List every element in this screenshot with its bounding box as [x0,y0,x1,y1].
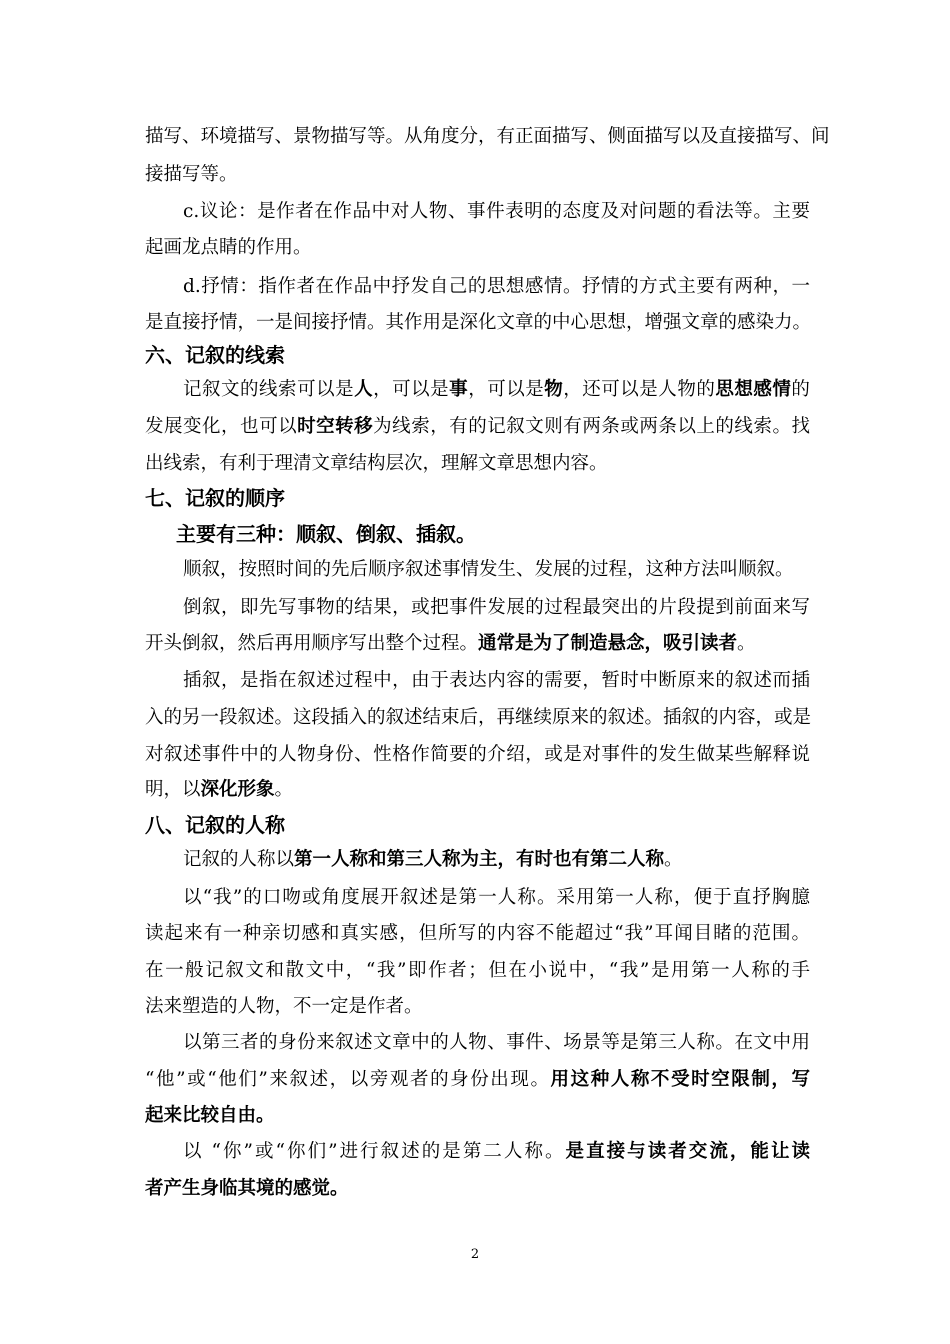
text-line [145,632,810,656]
text-line: 者产生身临其境的感觉。 [145,1178,349,1199]
text-line: 出线索，有利于理清文章结构层次，理解文章思想内容。 [145,453,608,474]
text-line: 顺叙，按照时间的先后顺序叙述事情发生、发展的过程，这种方法叫顺叙。 [183,559,794,580]
text-run: 。 [664,849,683,870]
text-line: 是直接抒情，一是间接抒情。其作用是深化文章的中心思想，增强文章的感染力。 [145,312,812,333]
text-run: 以 “你”或“你们”进行叙述的是第二人称。 [183,1141,566,1162]
text-line: 接描写等。 [145,164,238,185]
text-run: 发展变化，也可以 [145,416,298,437]
bold-run: 第一人称和第三人称为主，有时也有第二人称 [294,849,665,870]
bold-run: 通常是为了制造悬念，吸引读者 [478,633,738,654]
text-line [145,1068,810,1092]
bold-run: 人 [354,379,374,400]
text-line: 在一般记叙文和散文中，“我”即作者；但在小说中，“我”是用第一人称的手 [145,960,810,981]
text-line: 起画龙点睛的作用。 [145,237,312,258]
bold-run: 思想感情 [715,379,792,400]
bold-run: 深化形象 [200,779,275,800]
text-line: 插叙，是指在叙述过程中，由于表达内容的需要，暂时中断原来的叙述而插 [183,670,810,691]
text-run: “他”或“他们”来叙述，以旁观者的身份出现。 [145,1069,551,1090]
text-line: 入的另一段叙述。这段插入的叙述结束后，再继续原来的叙述。插叙的内容，或是 [145,707,812,728]
text-line: 法来塑造的人物，不一定是作者。 [145,996,423,1017]
text-run: 记叙的人称以 [183,849,295,870]
text-line: c.议论：是作者在作品中对人物、事件表明的态度及对问题的看法等。主要 [183,201,810,222]
text-line: 起来比较自由。 [145,1105,275,1126]
text-run: 为线索，有的记叙文则有两条或两条以上的线索。找 [373,416,810,437]
text-line: 对叙述事件中的人物身份、性格作简要的介绍，或是对事件的发生做某些解释说 [145,744,810,765]
section-heading: 六、记叙的线索 [145,343,285,367]
text-run: 明，以 [145,779,201,800]
text-run: 。 [274,779,294,800]
text-line [183,1140,810,1164]
bold-run: 时空转移 [297,416,374,437]
text-run: ，还可以是人物的 [563,379,716,400]
text-line: 倒叙，即先写事物的结果，或把事件发展的过程最突出的片段提到前面来写 [183,597,810,618]
text-line: 以“我”的口吻或角度展开叙述是第一人称。采用第一人称，便于直抒胸臆 [183,887,810,908]
bold-run: 事 [449,379,469,400]
text-line [183,378,810,402]
section-heading: 八、记叙的人称 [145,813,285,837]
text-line: 描写、环境描写、景物描写等。从角度分，有正面描写、侧面描写以及直接描写、间 [145,126,830,147]
text-run: ，可以是 [373,379,450,400]
text-run: 记叙文的线索可以是 [183,379,355,400]
bold-run: 用这种人称不受时空限制，写 [550,1069,810,1090]
text-run: 的 [791,379,810,400]
text-line [145,778,810,802]
text-line [183,848,810,872]
text-line [145,415,810,439]
page-number: 2 [470,1247,480,1262]
section-heading: 七、记叙的顺序 [145,486,285,510]
text-line: d.抒情：指作者在作品中抒发自己的思想感情。抒情的方式主要有两种，一 [183,276,810,297]
text-run: ，可以是 [468,379,545,400]
summary-line: 主要有三种：顺叙、倒叙、插叙。 [176,522,476,546]
bold-run: 是直接与读者交流，能让读 [565,1141,810,1162]
bold-run: 物 [544,379,564,400]
text-line: 读起来有一种亲切感和真实感，但所写的内容不能超过“我”耳闻目睹的范围。 [145,923,810,944]
text-run: 。 [737,633,756,654]
text-run: 开头倒叙，然后再用顺序写出整个过程。 [145,633,479,654]
text-line: 以第三者的身份来叙述文章中的人物、事件、场景等是第三人称。在文中用 [183,1032,810,1053]
